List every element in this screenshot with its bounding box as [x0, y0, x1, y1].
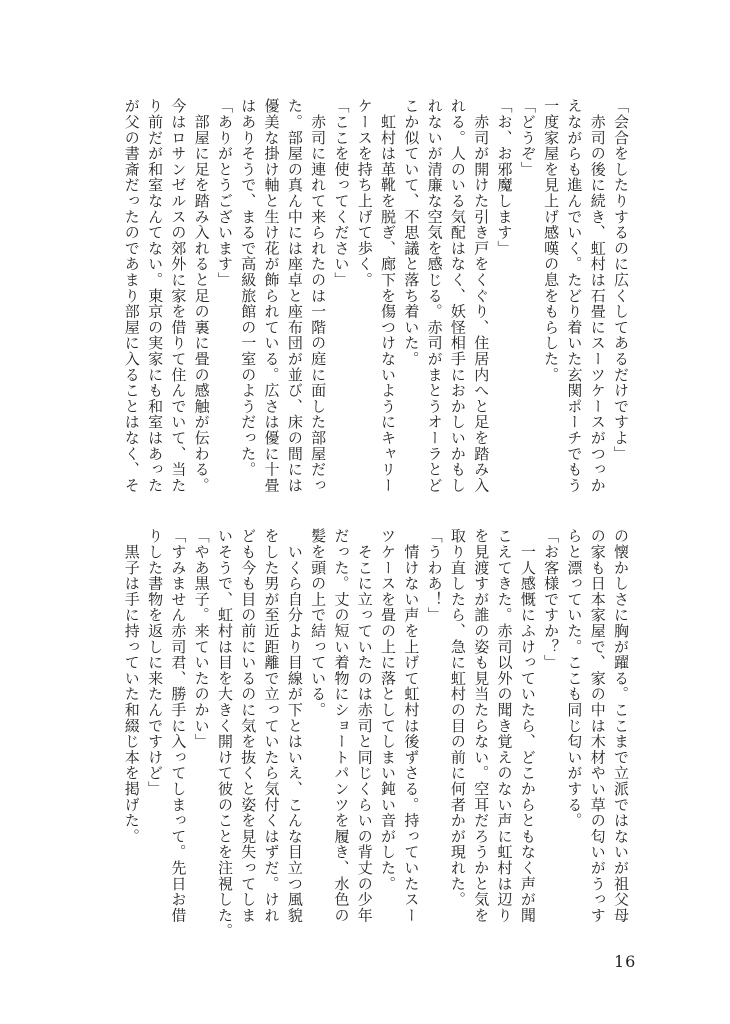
text-line: 部屋に足を踏み入れると足の裏に畳の感触が伝わる。	[192, 98, 211, 493]
text-line: 赤司が開けた引き戸をくぐり、住居内へと足を踏み入	[472, 98, 491, 493]
text-line: た。部屋の真ん中には座卓と座布団が並び、床の間には	[285, 98, 304, 493]
text-line: れる。人のいる気配はなく、妖怪相手におかしいかもし	[448, 98, 467, 493]
text-line: 虹村は革靴を脱ぎ、廊下を傷つけないようにキャリー	[379, 98, 398, 493]
text-line: 赤司に連れて来られたのは一階の庭に面した部屋だっ	[309, 98, 328, 493]
text-line: 「どうぞ」	[518, 98, 537, 177]
text-line: はありそうで、まるで高級旅館の一室のようだった。	[239, 98, 258, 478]
text-block-bottom	[118, 528, 632, 939]
text-line: を見渡すが誰の姿も見当たらない。空耳だろうかと気を	[472, 528, 491, 923]
text-line: こか似ていて、不思議と落ち着いた。	[402, 98, 421, 367]
text-line: えながらも進んでいく。たどり着いた玄関ポーチでもう	[565, 98, 584, 493]
text-line: をした男が至近距離で立っていたら気付くはずだ。けれ	[262, 528, 281, 923]
text-line: 優美な掛け軸と生け花が飾られている。広さは優に十畳	[262, 98, 281, 493]
text-line: 「やあ黒子。来ていたのかい」	[192, 528, 211, 750]
text-line: 「会合をしたりするのに広くしてあるだけですよ」	[612, 98, 630, 462]
text-line: 今はロサンゼルスの郊外に家を借りて住んでいて、当た	[169, 98, 188, 493]
text-line: ケースを持ち上げて歩く。	[355, 98, 374, 288]
text-line: 一度家屋を見上げ感嘆の息をもらした。	[542, 98, 561, 383]
text-line: ツケースを畳の上に落としてしまい鈍い音がした。	[379, 528, 398, 892]
text-line: の懐かしさに胸が躍る。ここまで立派ではないが祖父母	[612, 528, 630, 923]
text-line: だった。丈の短い着物にショートパンツを履き、水色の	[332, 528, 351, 923]
text-line: りした書物を返しに来たんですけど」	[146, 528, 165, 797]
text-line: り前だが和室なんてない。東京の実家にも和室はあった	[146, 98, 165, 493]
text-line: の家も日本家屋で、家の中は木材やい草の匂いがうっす	[588, 528, 607, 923]
text-line: こえてきた。赤司以外の聞き覚えのない声に虹村は辺り	[495, 528, 514, 923]
text-line: 「すみません赤司君、勝手に入ってしまって。先日お借	[169, 528, 188, 923]
text-line: が父の書斎だったのであまり部屋に入ることはなく、そ	[122, 98, 141, 493]
text-line: 情けない声を上げて虹村は後ずさる。持っていたスー	[402, 528, 421, 923]
text-line: れないが清廉な空気を感じる。赤司がまとうオーラとど	[425, 98, 444, 493]
text-line: いくら自分より目線が下とはいえ、こんな目立つ風貌	[285, 528, 304, 923]
text-line: 「ありがとうございます」	[215, 98, 234, 288]
text-line: らと漂っていた。ここも同じ匂いがする。	[565, 528, 584, 829]
page-number: 16	[614, 952, 637, 971]
text-block-top	[118, 98, 632, 498]
text-line: 「お客様ですか？」	[542, 528, 561, 671]
text-line: 「ここを使ってください」	[332, 98, 351, 288]
text-line: そこに立っていたのは赤司と同じくらいの背丈の少年	[355, 528, 374, 923]
text-line: 取り直したら、急に虹村の目の前に何者かが現れた。	[448, 528, 467, 908]
text-line: 「うわあ！」	[425, 528, 444, 623]
text-line: ども今も目の前にいるのに気を抜くと姿を見失ってしま	[239, 528, 258, 923]
text-line: 赤司の後に続き、虹村は石畳にスーツケースがつっか	[588, 98, 607, 493]
text-line: 「お、お邪魔します」	[495, 98, 514, 256]
text-line: 髪を頭の上で結っている。	[309, 528, 328, 718]
text-line: 黒子は手に持っていた和綴じ本を掲げた。	[122, 528, 141, 844]
text-line: いそうで、虹村は目を大きく開けて彼のことを注視した。	[215, 528, 234, 939]
text-line: 一人感慨にふけっていたら、どこからともなく声が聞	[518, 528, 537, 923]
